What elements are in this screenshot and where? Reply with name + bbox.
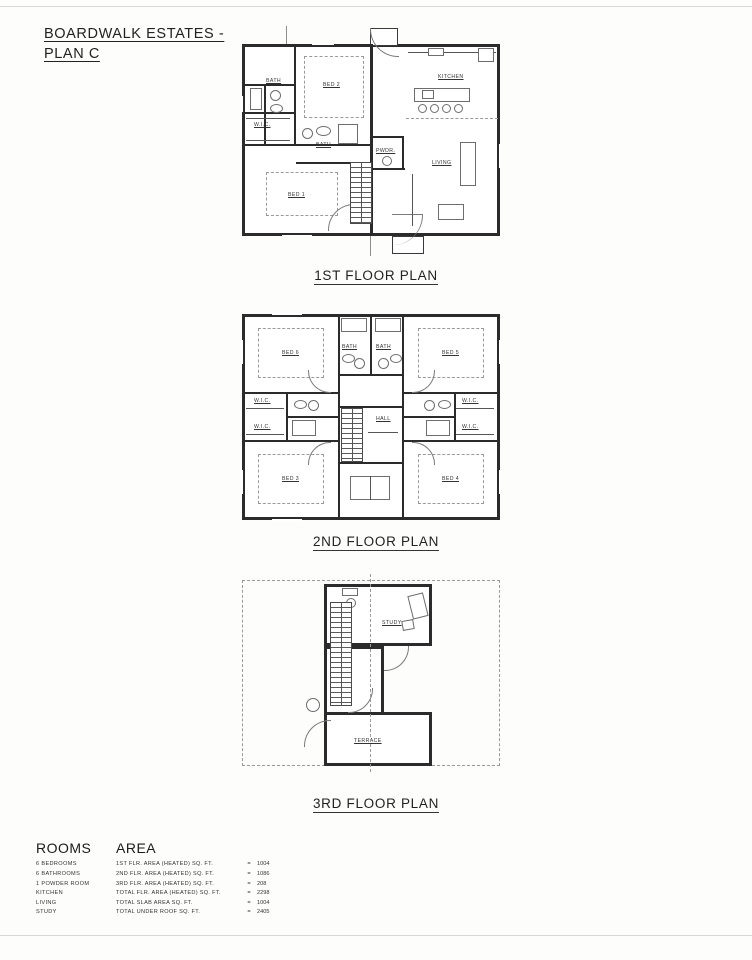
sofa-living	[460, 142, 476, 186]
centerline-third	[370, 574, 371, 772]
schedule-values-column	[257, 860, 297, 918]
fixture-toilet-bath6	[354, 358, 365, 369]
interior-wall-v-pwdr	[402, 136, 404, 168]
fixture-tub-top	[250, 88, 262, 110]
room-label-wic4: W.I.C.	[462, 424, 479, 430]
schedule-area-labels-column	[116, 860, 241, 918]
list-item: =	[247, 909, 251, 916]
schedule-header-area: AREA	[116, 840, 157, 857]
stair-center-line-3	[341, 602, 342, 706]
kitchen-ceiling-dash	[406, 118, 498, 119]
list-item: 6 BEDROOMS	[36, 861, 77, 868]
first-floor-plan	[242, 44, 500, 236]
bar-stool-3	[442, 104, 451, 113]
core-wall-h-bot	[338, 462, 404, 464]
living-wall-detail	[412, 174, 413, 226]
window-mark-2nd-right-b	[499, 470, 501, 494]
window-mark-2nd-left-b	[241, 470, 243, 494]
interior-wall-h-3	[242, 112, 296, 114]
list-item: =	[247, 880, 251, 887]
list-item: 208	[257, 880, 267, 887]
bar-stool-4	[454, 104, 463, 113]
list-item: LIVING	[36, 899, 57, 906]
caption-second-floor	[0, 534, 752, 549]
page-title	[44, 24, 224, 64]
fixture-toilet-powder	[382, 156, 392, 166]
list-item: 2ND FLR. AREA (HEATED) SQ. FT.	[116, 871, 215, 878]
interior-wall-vertical-left2	[264, 84, 266, 146]
list-item: 1004	[257, 861, 270, 868]
room-label-powder: PWDR.	[376, 148, 396, 154]
room-label-wic5: W.I.C.	[462, 398, 479, 404]
list-item: 1086	[257, 871, 270, 878]
list-item: =	[247, 871, 251, 878]
fixture-toilet-right-bath	[424, 400, 435, 411]
bar-stool-2	[430, 104, 439, 113]
core-wall-center-v	[370, 314, 372, 376]
laundry-divider	[370, 476, 371, 500]
window-mark-left-1	[241, 96, 243, 112]
centerline-top	[286, 26, 287, 44]
room-label-bath1: BATH	[316, 142, 332, 148]
fixture-shower-bath1	[338, 124, 358, 144]
fixture-shower-bath6	[341, 318, 367, 332]
window-mark-2nd-right	[499, 340, 501, 364]
fixture-toilet-left-bath	[308, 400, 319, 411]
interior-wall-vertical-left	[294, 44, 296, 144]
list-item: STUDY	[36, 909, 57, 916]
fixture-sink-left-bath	[294, 400, 307, 409]
room-label-wic3: W.I.C.	[254, 424, 271, 430]
room-label-bed5: BED 5	[442, 350, 459, 356]
window-mark-bottom-1	[282, 235, 312, 237]
schedule-header-rooms: ROOMS	[36, 840, 92, 857]
room-label-bath5: BATH	[376, 344, 392, 350]
window-mark-top-1	[312, 43, 334, 45]
right-wall-h-3	[404, 416, 456, 418]
schedule-equals-column	[241, 860, 257, 918]
wic5-shelf	[456, 408, 494, 409]
fixture-shower-bath5	[375, 318, 401, 332]
wic3-shelf	[246, 434, 284, 435]
room-label-kitchen: KITCHEN	[438, 74, 464, 80]
wic6-shelf	[246, 408, 284, 409]
interior-wall-h-6	[373, 168, 405, 170]
caption-first-floor-text: 1ST FLOOR PLAN	[314, 268, 438, 283]
interior-wall-h-4	[296, 162, 352, 164]
stair-center-line	[361, 162, 362, 224]
fixture-sink-bath6	[342, 354, 355, 363]
list-item: 1004	[257, 899, 270, 906]
window-mark-2nd-left	[241, 340, 243, 364]
list-item: =	[247, 899, 251, 906]
centerline-bottom	[370, 236, 371, 256]
caption-second-floor-text: 2ND FLOOR PLAN	[312, 534, 440, 549]
room-label-study: STUDY	[382, 620, 402, 626]
interior-wall-h-2	[242, 84, 296, 86]
wic4-shelf	[456, 434, 494, 435]
room-label-bed6: BED 6	[282, 350, 299, 356]
caption-third-floor	[0, 796, 752, 811]
fixture-sink-bath5	[390, 354, 402, 363]
room-label-bath6: BATH	[342, 344, 358, 350]
list-item: =	[247, 861, 251, 868]
wic-shelf-1	[246, 118, 290, 119]
fixture-sink-bath1	[316, 126, 331, 136]
list-item: 3RD FLR. AREA (HEATED) SQ. FT.	[116, 880, 215, 887]
room-label-wic: W.I.C.	[254, 122, 271, 128]
left-wall-h-3	[286, 416, 338, 418]
fixture-sink-top	[270, 104, 283, 113]
interior-wall-h-1	[242, 144, 370, 146]
fixture-toilet-bath5	[378, 358, 389, 369]
coffee-table-living	[438, 204, 464, 220]
list-item: 1 POWDER ROOM	[36, 880, 90, 887]
stair-center-line-2	[352, 408, 353, 462]
room-label-hall: HALL	[376, 416, 391, 422]
third-floor-plan	[242, 580, 500, 780]
list-item: KITCHEN	[36, 890, 64, 897]
title-line-2: PLAN C	[44, 46, 100, 62]
sheet-border-bottom	[0, 935, 752, 936]
second-floor-plan	[242, 314, 500, 520]
window-mark-right-1	[499, 144, 501, 168]
fixture-toilet-bath1	[302, 128, 313, 139]
room-label-living: LIVING	[432, 160, 452, 166]
sheet-border-top	[0, 6, 752, 7]
list-item: TOTAL SLAB AREA SQ. FT.	[116, 899, 193, 906]
interior-wall-h-5	[373, 136, 403, 138]
fixture-shower-right-bath	[426, 420, 450, 436]
list-item: 6 BATHROOMS	[36, 871, 81, 878]
room-label-bed1: BED 1	[288, 192, 305, 198]
room-label-bed3: BED 3	[282, 476, 299, 482]
room-label-wic6: W.I.C.	[254, 398, 271, 404]
title-line-1: BOARDWALK ESTATES -	[44, 26, 225, 42]
core-wall-left	[338, 314, 340, 520]
room-label-terrace: TERRACE	[354, 738, 382, 744]
list-item: =	[247, 890, 251, 897]
wic-shelf-2	[246, 140, 290, 141]
appliance-fridge	[478, 48, 494, 62]
hall-rail	[368, 432, 398, 433]
list-item: 2405	[257, 909, 270, 916]
fixture-sink-right-bath	[438, 400, 451, 409]
caption-third-floor-text: 3RD FLOOR PLAN	[312, 796, 440, 811]
list-item: 1ST FLR. AREA (HEATED) SQ. FT.	[116, 861, 214, 868]
terrace-planter	[306, 698, 320, 712]
appliance-sink	[422, 90, 434, 99]
list-item: 2298	[257, 890, 270, 897]
room-label-bed4: BED 4	[442, 476, 459, 482]
room-label-bath-top: BATH	[266, 78, 282, 84]
caption-first-floor	[0, 268, 752, 283]
list-item: TOTAL FLR. AREA (HEATED) SQ. FT.	[116, 890, 221, 897]
room-label-bed2: BED 2	[323, 82, 340, 88]
fixture-toilet-top	[270, 90, 281, 101]
appliance-range	[428, 48, 444, 56]
bar-stool-1	[418, 104, 427, 113]
study-cabinet	[342, 588, 358, 596]
area-schedule	[36, 840, 297, 918]
window-mark-2nd-bottom	[272, 519, 302, 521]
fixture-shower-left-bath	[292, 420, 316, 436]
schedule-rooms-column	[36, 860, 116, 918]
study-chair	[401, 619, 415, 631]
window-mark-2nd-top	[272, 313, 302, 315]
list-item: TOTAL UNDER ROOF SQ. FT.	[116, 909, 201, 916]
